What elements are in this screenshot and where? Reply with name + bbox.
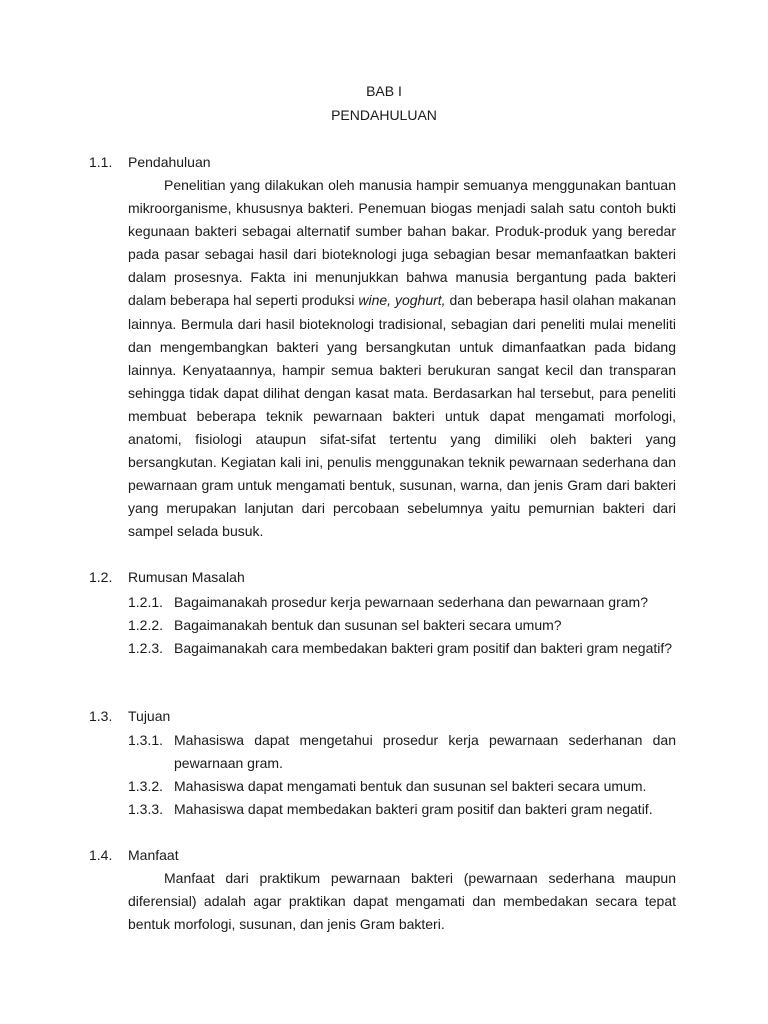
section-paragraph-manfaat <box>128 867 676 936</box>
section-number: 1.2. <box>89 569 113 585</box>
list-item <box>128 591 676 614</box>
list-item <box>128 637 676 660</box>
list-item-number: 1.2.3. <box>128 640 164 656</box>
list-item-text: Mahasiswa dapat membedakan bakteri gram positif dan bakteri gram negatif. <box>174 801 653 817</box>
list-item <box>128 729 676 775</box>
section-heading-pendahuluan <box>89 152 211 172</box>
list-item-number: 1.2.2. <box>128 617 164 633</box>
section-paragraph-pendahuluan <box>128 174 676 544</box>
section-title: Pendahuluan <box>128 154 211 170</box>
section-number: 1.1. <box>89 154 113 170</box>
chapter-title: PENDAHULUAN <box>331 107 437 123</box>
list-item-number: 1.3.3. <box>128 801 164 817</box>
section-title: Rumusan Masalah <box>128 569 245 585</box>
list-item <box>128 614 676 637</box>
paragraph-text: Manfaat dari praktikum pewarnaan bakteri (pewarnaan sederhana maupun diferensial) adalah agar praktikan dapat mengamati dan membedakan secara tepat bentuk morfologi, susunan, dan jenis Gram bakteri. <box>128 870 676 933</box>
section-heading-rumusan-masalah <box>89 567 245 587</box>
paragraph-text-continued: dan beberapa hasil olahan makanan lainnya. Bermula dari hasil bioteknologi tradisional, sebagian dari peneliti mulai meneliti dan mengembangkan bakteri yang bersangkutan untuk dimanfaatkan pada bidang lainnya. Kenyataannya, hampir semua bakteri berukuran sangat kecil dan transparan sehingga tidak dapat dilihat dengan kasat mata. Berdasarkan hal tersebut, para peneliti membuat beberapa teknik pewarnaan bakteri untuk dapat mengamati morfologi, anatomi, fisiologi ataupun sifat-sifat tertentu yang dimiliki oleh bakteri yang bersangkutan. Kegiatan kali ini, penulis menggunakan teknik pewarnaan sederhana dan pewarnaan gram untuk mengamati bentuk, susunan, warna, dan jenis Gram dari bakteri yang merupakan lanjutan dari percobaan sebelumnya yaitu pemurnian bakteri dari sampel selada busuk. <box>128 292 676 540</box>
paragraph-text: Penelitian yang dilakukan oleh manusia hampir semuanya menggunakan bantuan mikroorganisme, khususnya bakteri. Penemuan biogas menjadi salah satu contoh bukti kegunaan bakteri sebagai alternatif sumber bahan bakar. Produk-produk yang beredar pada pasar sebagai hasil dari bioteknologi juga sebagian besar memanfaatkan bakteri dalam prosesnya. Fakta ini menunjukkan bahwa manusia bergantung pada bakteri dalam beberapa hal seperti produksi <box>128 177 676 309</box>
list-item-text: Bagaimanakah cara membedakan bakteri gram positif dan bakteri gram negatif? <box>174 640 673 656</box>
list-item-text: Mahasiswa dapat mengamati bentuk dan susunan sel bakteri secara umum. <box>174 778 647 794</box>
section-heading-tujuan <box>89 706 170 726</box>
section-number: 1.3. <box>89 708 113 724</box>
section-number: 1.4. <box>89 847 113 863</box>
section-title: Manfaat <box>128 847 179 863</box>
list-item-text: Bagaimanakah prosedur kerja pewarnaan sederhana dan pewarnaan gram? <box>174 594 648 610</box>
paragraph-italic-text: wine, yoghurt, <box>358 292 446 309</box>
list-item-text: Mahasiswa dapat mengetahui prosedur kerja pewarnaan sederhanan dan pewarnaan gram. <box>174 732 676 771</box>
list-item-number: 1.3.1. <box>128 732 164 748</box>
chapter-number: BAB I <box>366 83 402 99</box>
list-item-text: Bagaimanakah bentuk dan susunan sel bakteri secara umum? <box>174 617 562 633</box>
list-item <box>128 798 676 821</box>
section-title: Tujuan <box>128 708 171 724</box>
list-item <box>128 775 676 798</box>
list-item-number: 1.2.1. <box>128 594 164 610</box>
list-item-number: 1.3.2. <box>128 778 164 794</box>
section-heading-manfaat <box>89 845 179 865</box>
